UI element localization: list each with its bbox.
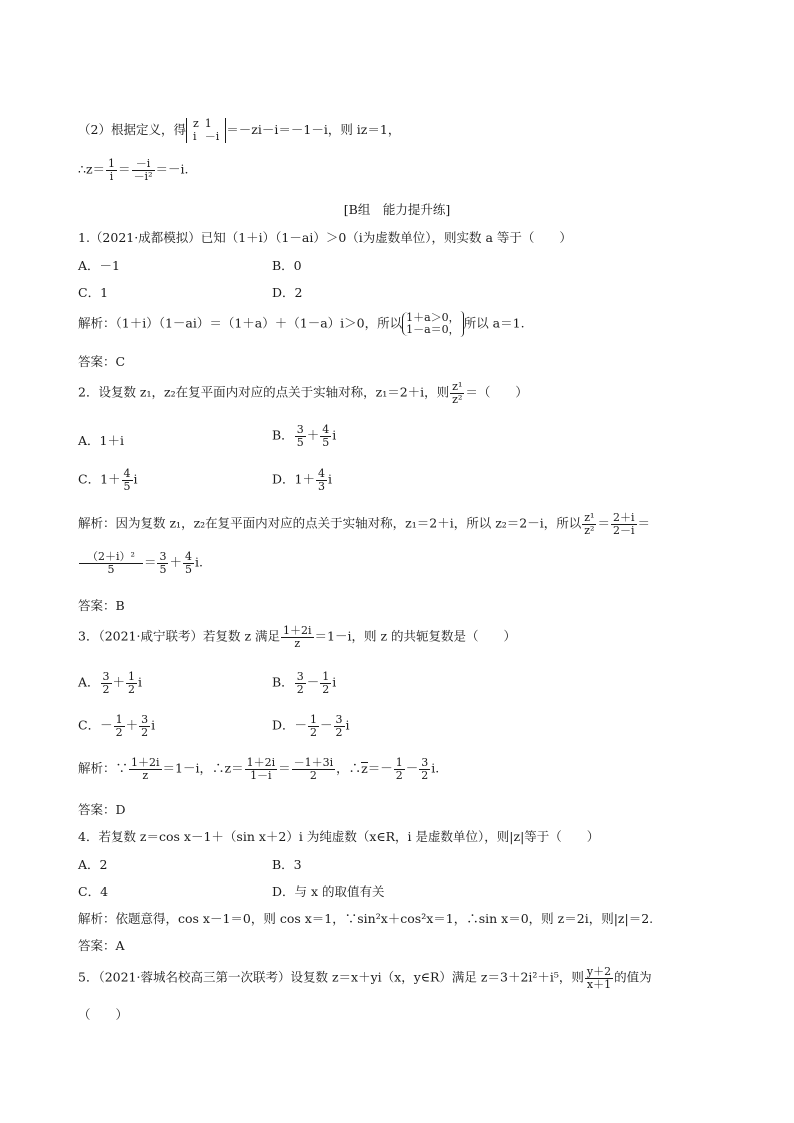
part2-prefix: （2）根据定义，得 (78, 122, 186, 138)
q1-stem: 1.（2021·成都模拟）已知（1＋i）（1－ai）＞0（i为虚数单位），则实数 a 等于（ ） (78, 230, 572, 245)
part2-line2 (78, 158, 188, 182)
q3-stem: 3．（2021·咸宁联考）若复数 z 满足 $\frac{1+2i}{z}$ ＝1－i，则 z 的共轭复数是（ ） (78, 624, 517, 650)
fraction: $\frac{-i}{\text{－i²}}$ (133, 157, 153, 183)
q3-option-d: D．－ $\frac{1}{2}$ － $\frac{3}{2}$ i (272, 713, 350, 739)
q1-solution (78, 311, 525, 337)
fraction: $\frac{1}{i}$ (108, 157, 116, 183)
q2-solution-line2: $\frac{\text{（2＋i）²}}{5}$ ＝ $\frac{3}{5}$ ＋ $\frac{4}{5}$ i. (78, 551, 203, 575)
q1-option-d: D．2 (272, 285, 303, 300)
q4-option-a: A．2 (78, 857, 108, 872)
q5-blank: （ ） (78, 1007, 129, 1022)
q2-option-c: C．1＋ $\frac{4}{5}$ i (78, 467, 138, 493)
q1-answer: 答案：C (78, 354, 126, 369)
q4-solution: 解析：依题意得，cos x－1＝0，则 cos x＝1，∵sin²x＋cos²x＝1，∴sin x＝0，则 z＝2i，则|z|＝2. (78, 911, 654, 926)
q2-option-d: D．1＋ $\frac{4}{3}$ i (272, 467, 332, 493)
q4-option-b: B．3 (272, 857, 302, 872)
part2-start: ∴z＝ (78, 161, 106, 177)
q1-option-c: C．1 (78, 285, 109, 300)
part2-line1 (78, 118, 400, 143)
q4-answer: 答案：A (78, 938, 125, 953)
q2-solution-line1: 解析：因为复数 z₁，z₂在复平面内对应的点关于实轴对称，z₁＝2＋i，所以 z₂＝2－i，所以 $\frac{\text{z¹}}{\text{z²}}$ ＝ $\frac{2+i}{2-i}$ ＝ (78, 511, 651, 537)
fraction: $\frac{\text{z¹}}{\text{z²}}$ (452, 380, 463, 406)
det-d: －i (204, 129, 220, 143)
section-heading: [B组 能力提升练] (343, 202, 451, 217)
equals: ＝ (118, 161, 131, 177)
q5-stem: 5．（2021·蓉城名校高三第一次联考）设复数 z＝x＋yi（x，y∈R）满足 z＝3＋2i²＋i⁵，则 $\frac{y+2}{x+1}$ 的值为 (78, 965, 652, 991)
q3-option-c: C．－ $\frac{1}{2}$ ＋ $\frac{3}{2}$ i (78, 713, 156, 739)
part2-end: ＝－i. (155, 161, 189, 177)
q3-option-b: B． $\frac{3}{2}$ － $\frac{1}{2}$ i (272, 670, 337, 696)
q1-option-b: B．0 (272, 258, 302, 273)
q1-sol-end: 所以 a＝1. (463, 315, 525, 331)
q3-option-a: A． $\frac{3}{2}$ ＋ $\frac{1}{2}$ i (78, 670, 143, 696)
det-c: i (192, 129, 197, 143)
q2-answer: 答案：B (78, 598, 125, 613)
q2-option-a: A．1＋i (78, 433, 124, 448)
determinant (186, 118, 226, 143)
q1-option-a: A．－1 (78, 258, 120, 273)
q4-option-d: D．与 x 的取值有关 (272, 884, 385, 899)
det-b: 1 (204, 117, 212, 130)
equation-system: 1＋a＞0， 1－a＝0， (402, 312, 460, 336)
det-a: z (192, 117, 199, 130)
q4-option-c: C．4 (78, 884, 109, 899)
q1-sol-prefix: 解析：（1＋i）（1－ai）＝（1＋a）＋（1－a）i＞0，所以 (78, 315, 403, 331)
q3-answer: 答案：D (78, 802, 126, 817)
q2-option-b: B． $\frac{3}{5}$ ＋ $\frac{4}{5}$ i (272, 423, 337, 449)
q3-solution: 解析：∵ $\frac{1+2i}{z}$ ＝1－i，∴z＝ $\frac{1+2i}{1-i}$ ＝ $\frac{-1+3i}{2}$ ，∴z＝－ $\frac{1}{2}$ － $\frac{3}{2}$ i. (78, 756, 440, 782)
q4-stem: 4．若复数 z＝cos x－1＋（sin x＋2）i 为纯虚数（x∈R，i 是虚数单位），则|z|等于（ ） (78, 829, 600, 844)
part2-eq: ＝－zi－i＝－1－i，则 iz＝1， (226, 122, 401, 138)
q2-stem: 2．设复数 z₁，z₂在复平面内对应的点关于实轴对称，z₁＝2＋i，则 $\frac{\text{z¹}}{\text{z²}}$ ＝（ ） (78, 380, 528, 406)
